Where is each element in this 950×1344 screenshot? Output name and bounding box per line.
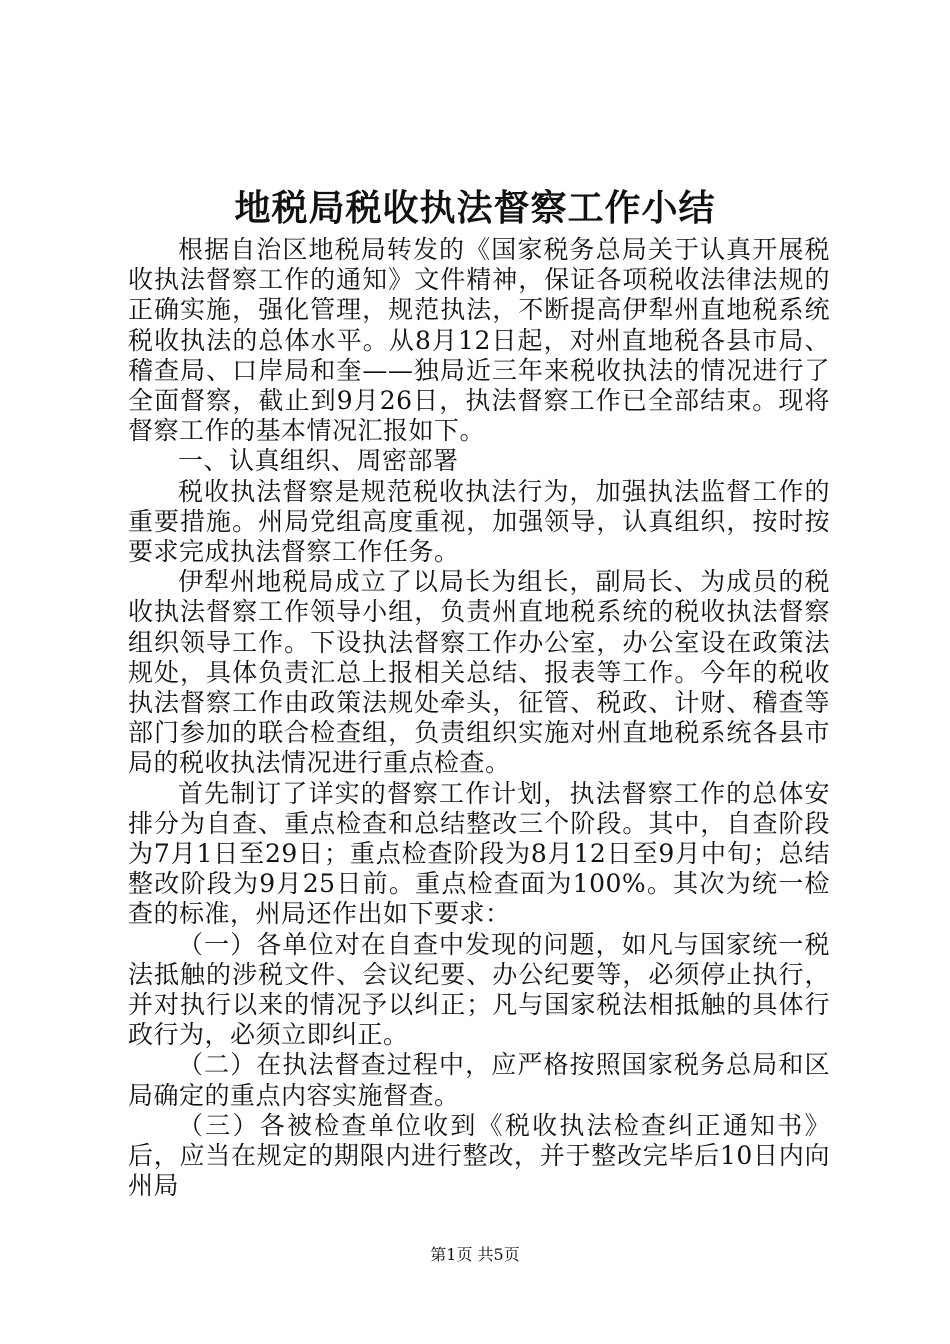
document-body: [128, 235, 830, 1202]
section-heading-1: 一、认真组织、周密部署: [178, 446, 459, 476]
paragraph-requirement-1: （一）各单位对在自查中发现的问题，如凡与国家统一税法抵触的涉税文件、会议纪要、办公纪要等，必须停止执行，并对执行以来的情况予以纠正；凡与国家税法相抵触的具体行政行为，必须立即纠正。: [128, 929, 830, 1050]
paragraph-measures: 税收执法督察是规范税收执法行为，加强执法监督工作的重要措施。州局党组高度重视，加强领导，认真组织，按时按要求完成执法督察工作任务。: [128, 476, 830, 567]
paragraph-leadership-group: 伊犁州地税局成立了以局长为组长，副局长、为成员的税收执法督察工作领导小组，负责州直地税系统的税收执法督察组织领导工作。下设执法督察工作办公室，办公室设在政策法规处，具体负责汇总上报相关总结、报表等工作。今年的税收执法督察工作由政策法规处牵头，征管、税政、计财、稽查等部门参加的联合检查组，负责组织实施对州直地税系统各县市局的税收执法情况进行重点检查。: [128, 567, 830, 778]
document-title: 地税局税收执法督察工作小结: [234, 187, 716, 229]
paragraph-requirement-2: （二）在执法督查过程中，应严格按照国家税务总局和区局确定的重点内容实施督查。: [128, 1050, 830, 1110]
paragraph-work-plan: 首先制订了详实的督察工作计划，执法督察工作的总体安排分为自查、重点检查和总结整改三个阶段。其中，自查阶段为7月1日至29日；重点检查阶段为8月12日至9月中旬；总结整改阶段为9月25日前。重点检查面为100%。其次为统一检查的标准，州局还作出如下要求：: [128, 778, 830, 929]
paragraph-intro: 根据自治区地税局转发的《国家税务总局关于认真开展税收执法督察工作的通知》文件精神，保证各项税收法律法规的正确实施，强化管理，规范执法，不断提高伊犁州直地税系统税收执法的总体水平。从8月12日起，对州直地税各县市局、稽查局、口岸局和奎——独局近三年来税收执法的情况进行了全面督察，截止到9月26日，执法督察工作已全部结束。现将督察工作的基本情况汇报如下。: [128, 235, 830, 446]
paragraph-requirement-3: （三）各被检查单位收到《税收执法检查纠正通知书》后，应当在规定的期限内进行整改，并于整改完毕后10日内向州局: [128, 1110, 830, 1201]
page-footer: 第1页 共5页: [430, 1245, 520, 1264]
